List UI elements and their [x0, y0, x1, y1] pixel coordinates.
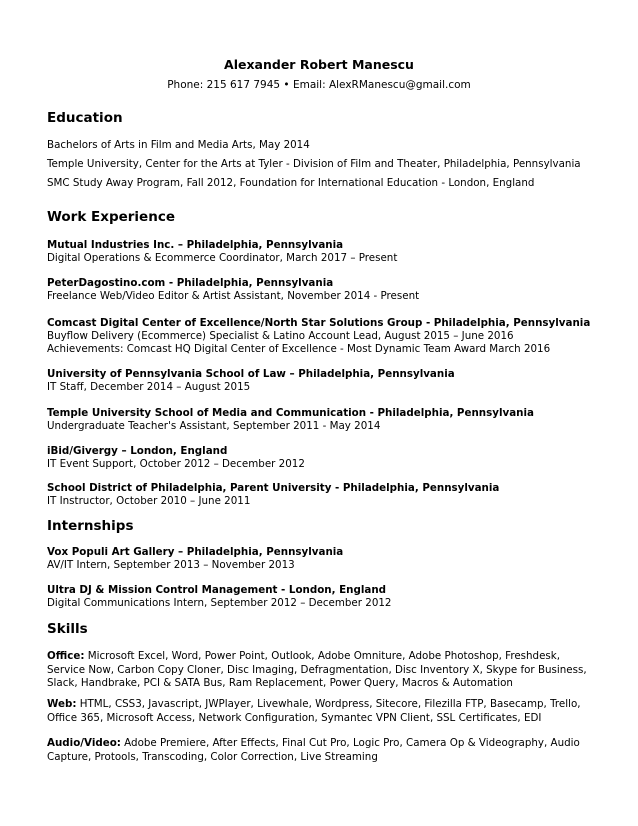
job-detail: Freelance Web/Video Editor & Artist Assistant, November 2014 - Present — [47, 290, 420, 302]
job-detail: IT Instructor, October 2010 – June 2011 — [47, 495, 251, 507]
skills-label: Audio/Video: — [47, 737, 121, 749]
job-heading: University of Pennsylvania School of Law – Philadelphia, Pennsylvania — [47, 368, 455, 380]
candidate-name: Alexander Robert Manescu — [224, 57, 414, 72]
job-heading: School District of Philadelphia, Parent University - Philadelphia, Pennsylvania — [47, 482, 500, 494]
education-item: Bachelors of Arts in Film and Media Arts, May 2014 — [47, 139, 310, 151]
skills-group-web — [47, 698, 595, 725]
section-title-education: Education — [47, 110, 123, 126]
job-heading: Mutual Industries Inc. – Philadelphia, Pennsylvania — [47, 239, 344, 251]
internship-detail: Digital Communications Intern, September 2012 – December 2012 — [47, 597, 392, 609]
skills-text: HTML, CSS3, Javascript, JWPlayer, Livewhale, Wordpress, Sitecore, Filezilla FTP, Basecamp, Trello, Office 365, Microsoft Access, Network Configuration, Symantec VPN Client, SSL Certificates, EDI — [47, 698, 581, 724]
education-item: SMC Study Away Program, Fall 2012, Foundation for International Education - London, England — [47, 177, 535, 189]
job-detail: IT Event Support, October 2012 – December 2012 — [47, 458, 305, 470]
skills-group-office — [47, 650, 595, 691]
job-heading: iBid/Givergy – London, England — [47, 445, 228, 457]
skills-label: Office: — [47, 650, 85, 662]
section-title-skills: Skills — [47, 621, 88, 637]
education-item: Temple University, Center for the Arts at Tyler - Division of Film and Theater, Philadelphia, Pennsylvania — [47, 158, 581, 170]
job-detail: Buyflow Delivery (Ecommerce) Specialist & Latino Account Lead, August 2015 – June 2016 — [47, 330, 514, 342]
section-title-work-experience: Work Experience — [47, 209, 175, 225]
skills-label: Web: — [47, 698, 77, 710]
internship-detail: AV/IT Intern, September 2013 – November 2013 — [47, 559, 295, 571]
job-achievement: Achievements: Comcast HQ Digital Center of Excellence - Most Dynamic Team Award March 2016 — [47, 343, 551, 355]
internship-heading: Ultra DJ & Mission Control Management - London, England — [47, 584, 387, 596]
skills-group-audio-video — [47, 737, 595, 764]
skills-text: Adobe Premiere, After Effects, Final Cut Pro, Logic Pro, Camera Op & Videography, Audio Capture, Protools, Transcoding, Color Correction, Live Streaming — [47, 737, 580, 763]
contact-line: Phone: 215 617 7945 • Email: AlexRManescu@gmail.com — [167, 79, 471, 91]
job-detail: IT Staff, December 2014 – August 2015 — [47, 381, 251, 393]
job-detail: Undergraduate Teacher's Assistant, September 2011 - May 2014 — [47, 420, 381, 432]
job-heading: PeterDagostino.com - Philadelphia, Pennsylvania — [47, 277, 334, 289]
job-heading: Comcast Digital Center of Excellence/North Star Solutions Group - Philadelphia, Pennsylvania — [47, 317, 591, 329]
section-title-internships: Internships — [47, 518, 134, 534]
job-detail: Digital Operations & Ecommerce Coordinator, March 2017 – Present — [47, 252, 398, 264]
skills-text: Microsoft Excel, Word, Power Point, Outlook, Adobe Omniture, Adobe Photoshop, Freshdesk, Service Now, Carbon Copy Cloner, Disc Imaging, Defragmentation, Disc Inventory X, Skype for Business, Slack, Handbrake, PCI & SATA Bus, Ram Replacement, Power Query, Macros & Automation — [47, 650, 587, 689]
internship-heading: Vox Populi Art Gallery – Philadelphia, Pennsylvania — [47, 546, 344, 558]
job-heading: Temple University School of Media and Communication - Philadelphia, Pennsylvania — [47, 407, 534, 419]
